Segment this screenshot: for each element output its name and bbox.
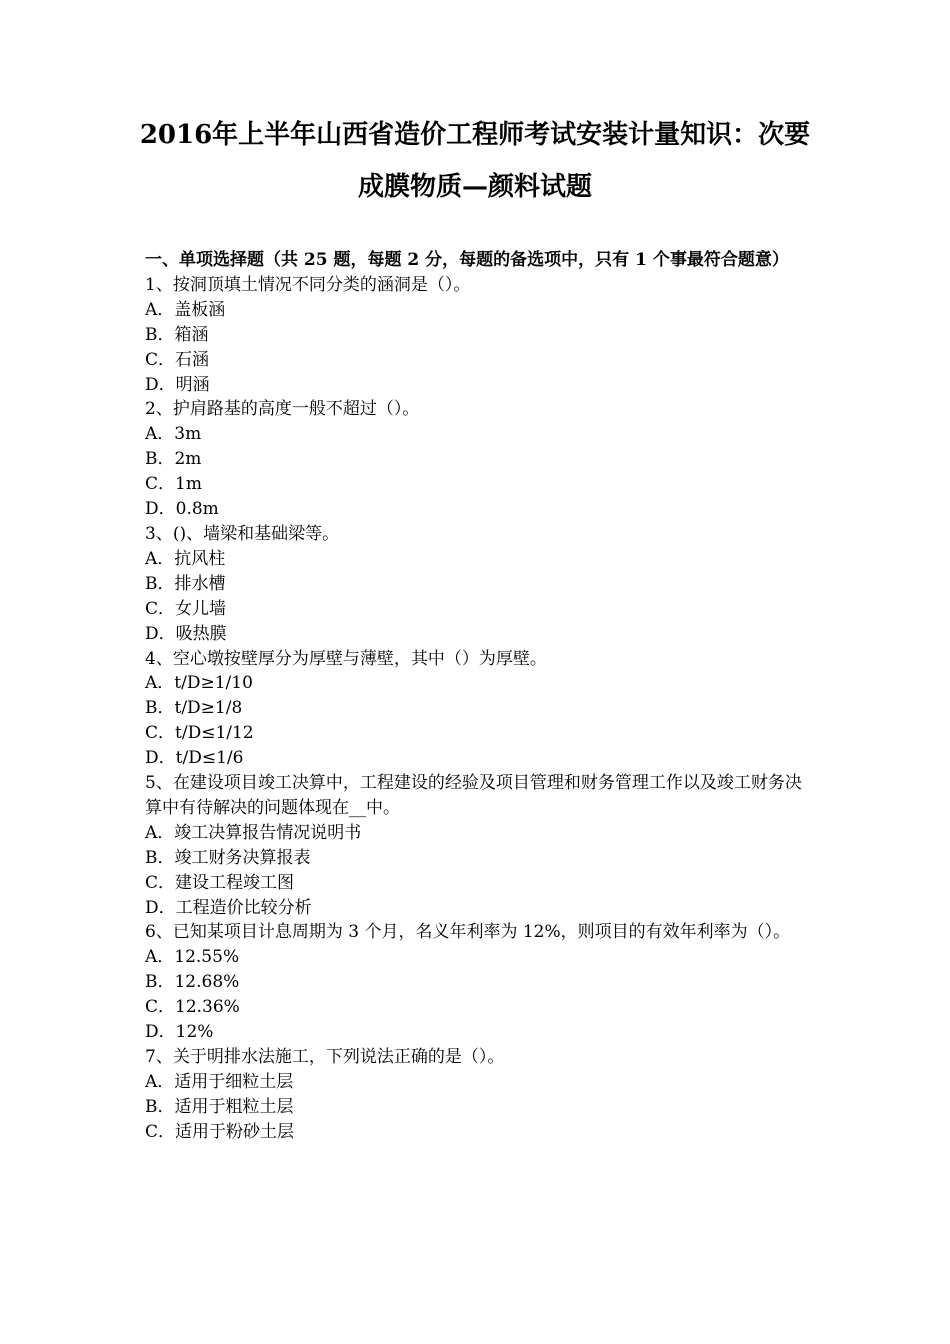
section-heading: 一、单项选择题（共 25 题，每题 2 分，每题的备选项中，只有 1 个事最符合题意） bbox=[145, 250, 789, 270]
option-d: D．吸热膜 bbox=[145, 623, 227, 644]
option-d: D．0.8m bbox=[145, 499, 219, 520]
option-a: A．竣工决算报告情况说明书 bbox=[145, 822, 362, 843]
option-b: B．箱涵 bbox=[145, 324, 209, 345]
option-d: D．12% bbox=[145, 1022, 214, 1043]
option-d: D．工程造价比较分析 bbox=[145, 897, 312, 918]
option-c: C．适用于粉砂土层 bbox=[145, 1121, 295, 1142]
option-a: A．12.55% bbox=[145, 947, 240, 968]
question-4 bbox=[145, 647, 810, 772]
option-b: B．排水槽 bbox=[145, 573, 226, 594]
option-a: A．抗风柱 bbox=[145, 548, 226, 569]
question-stem: 4、空心墩按壁厚分为厚壁与薄壁，其中（）为厚壁。 bbox=[145, 648, 547, 669]
option-b: B．2m bbox=[145, 449, 202, 470]
question-stem: 7、关于明排水法施工，下列说法正确的是（）。 bbox=[145, 1047, 505, 1067]
option-c: C．t/D≤1/12 bbox=[145, 723, 254, 744]
question-2 bbox=[145, 397, 810, 522]
question-6 bbox=[145, 920, 810, 1045]
option-d: D．t/D≤1/6 bbox=[145, 748, 244, 769]
question-stem: 3、()、墙梁和基础梁等。 bbox=[145, 523, 340, 544]
question-stem: 5、在建设项目竣工决算中，工程建设的经验及项目管理和财务管理工作以及竣工财务决算中有待解决的问题体现在__中。 bbox=[145, 773, 802, 818]
question-3 bbox=[145, 522, 810, 647]
option-c: C．建设工程竣工图 bbox=[145, 872, 295, 893]
question-stem: 6、已知某项目计息周期为 3 个月，名义年利率为 12%，则项目的有效年利率为（）。 bbox=[145, 922, 791, 943]
option-b: B．竣工财务决算报表 bbox=[145, 847, 311, 868]
option-d: D．明涵 bbox=[145, 374, 210, 395]
option-c: C．女儿墙 bbox=[145, 598, 227, 619]
document-body bbox=[145, 248, 810, 1145]
option-a: A．3m bbox=[145, 424, 202, 445]
option-a: A．盖板涵 bbox=[145, 299, 226, 320]
question-5 bbox=[145, 771, 810, 920]
option-a: A．适用于细粒土层 bbox=[145, 1071, 294, 1092]
option-c: C．12.36% bbox=[145, 997, 240, 1018]
document-title-line-1: 2016年上半年山西省造价工程师考试安装计量知识：次要 bbox=[139, 120, 811, 150]
question-stem: 1、按洞顶填土情况不同分类的涵洞是（）。 bbox=[145, 274, 471, 295]
question-7 bbox=[145, 1045, 810, 1145]
option-b: B．适用于粗粒土层 bbox=[145, 1096, 294, 1117]
question-1 bbox=[145, 273, 810, 398]
option-b: B．12.68% bbox=[145, 972, 240, 993]
document-title-line-2: 成膜物质—颜料试题 bbox=[357, 172, 592, 202]
option-c: C．石涵 bbox=[145, 349, 210, 370]
option-c: C．1m bbox=[145, 474, 202, 495]
option-a: A．t/D≥1/10 bbox=[145, 673, 253, 694]
question-stem: 2、护肩路基的高度一般不超过（）。 bbox=[145, 399, 420, 420]
option-b: B．t/D≥1/8 bbox=[145, 698, 243, 719]
